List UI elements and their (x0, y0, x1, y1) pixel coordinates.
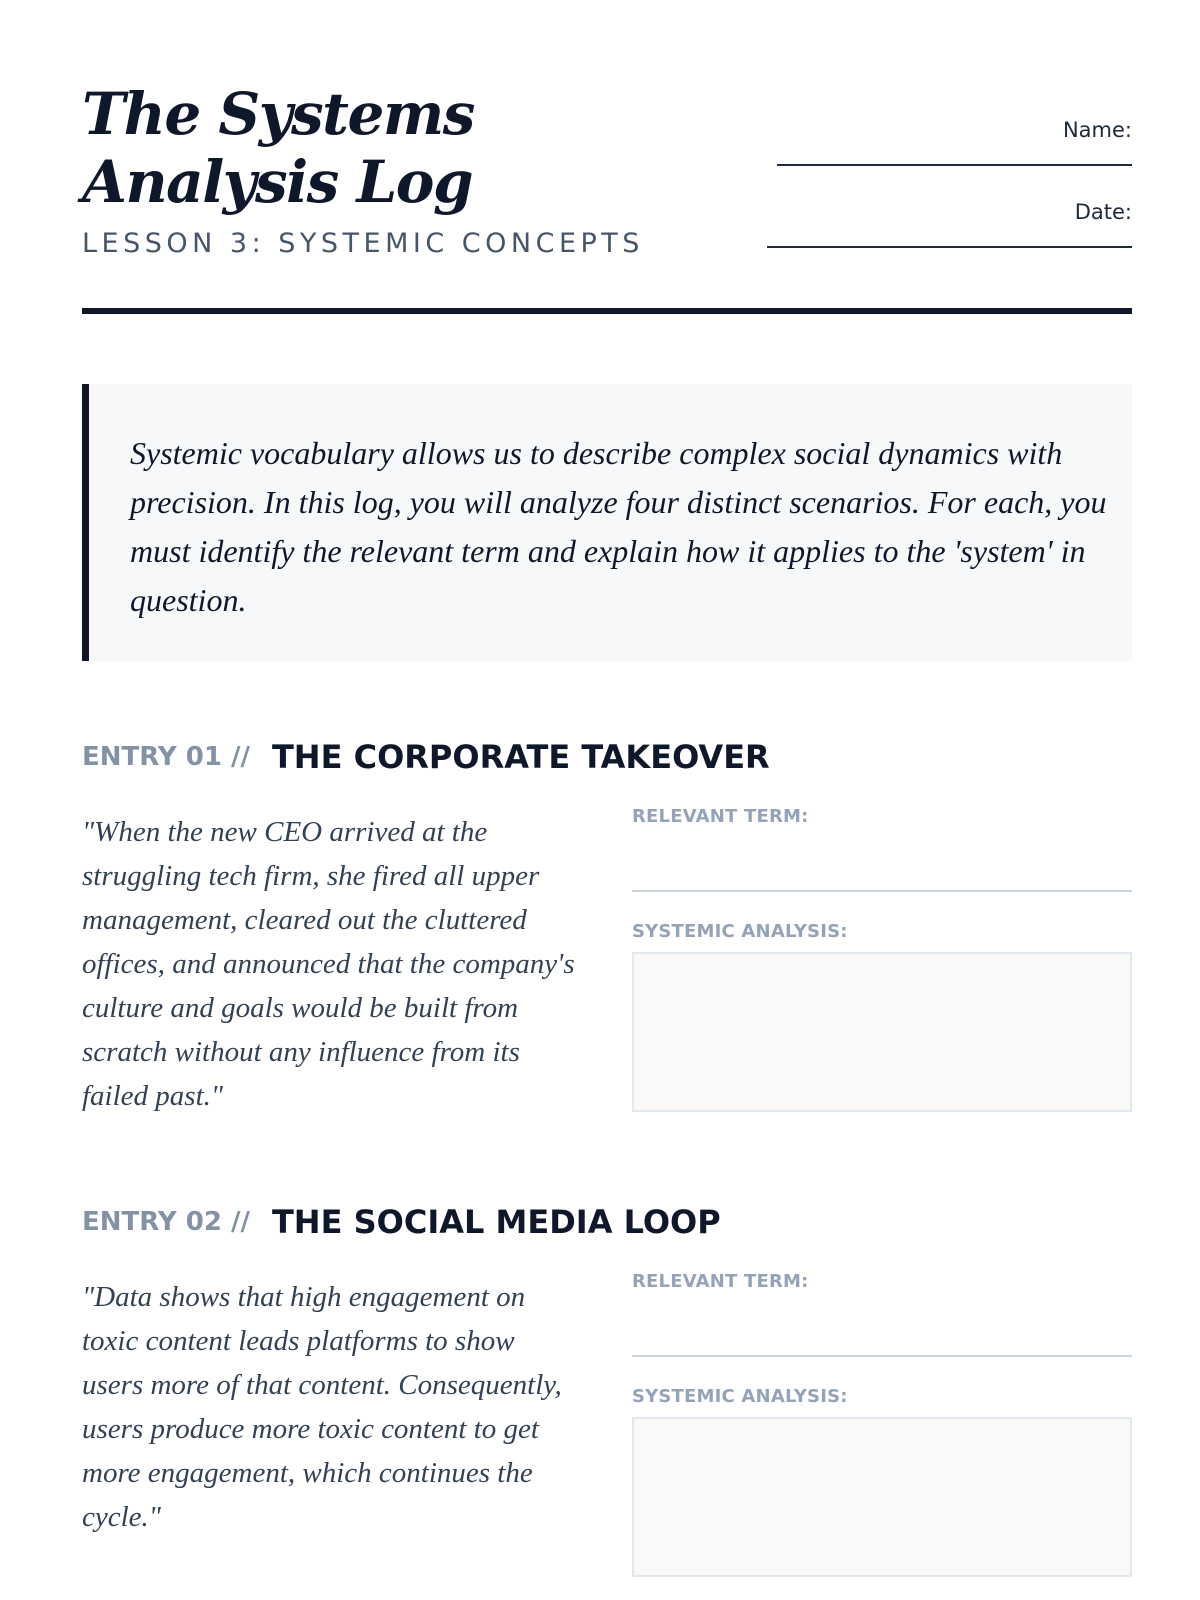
header-divider (82, 308, 1132, 314)
date-row (762, 200, 1132, 282)
student-info (762, 118, 1132, 282)
header (82, 80, 1132, 315)
systemic-analysis-input[interactable] (632, 952, 1132, 1112)
relevant-term-label: RELEVANT TERM: (632, 806, 809, 827)
entry-heading (82, 738, 770, 776)
systemic-analysis-input[interactable] (632, 1417, 1132, 1577)
date-label: Date: (1074, 200, 1132, 224)
lesson-subtitle: LESSON 3: SYSTEMIC CONCEPTS (82, 228, 644, 259)
entry-heading (82, 1203, 721, 1241)
relevant-term-input[interactable] (632, 890, 1132, 892)
entry-title: THE SOCIAL MEDIA LOOP (271, 1203, 721, 1241)
systemic-analysis-label: SYSTEMIC ANALYSIS: (632, 1386, 848, 1407)
relevant-term-label: RELEVANT TERM: (632, 1271, 809, 1292)
entry-title: THE CORPORATE TAKEOVER (271, 738, 770, 776)
name-field-line[interactable] (777, 164, 1132, 166)
intro-text: Systemic vocabulary allows us to describe complex social dynamics with precision. In this log, you will analyze four distinct scenarios. For each, you must identify the relevant term and explain how it applies to the 'system' in question. (130, 435, 1107, 618)
intro-callout (82, 384, 1132, 661)
page-title: The Systems Analysis Log (82, 80, 474, 216)
scenario-quote: "When the new CEO arrived at the struggling tech firm, she fired all upper management, cleared out the cluttered offices, and announced that the company's culture and goals would be built from scratch without any influence from its failed past." (82, 816, 575, 1112)
name-row (762, 118, 1132, 200)
systemic-analysis-label: SYSTEMIC ANALYSIS: (632, 921, 848, 942)
date-field-line[interactable] (767, 246, 1132, 248)
entry-number: ENTRY 02 // (82, 1207, 250, 1237)
name-label: Name: (1062, 118, 1132, 142)
entry-number: ENTRY 01 // (82, 742, 250, 772)
scenario-quote: "Data shows that high engagement on toxic content leads platforms to show users more of that content. Consequently, users produce more toxic content to get more engagement, which continues the cycle." (82, 1281, 562, 1533)
relevant-term-input[interactable] (632, 1355, 1132, 1357)
